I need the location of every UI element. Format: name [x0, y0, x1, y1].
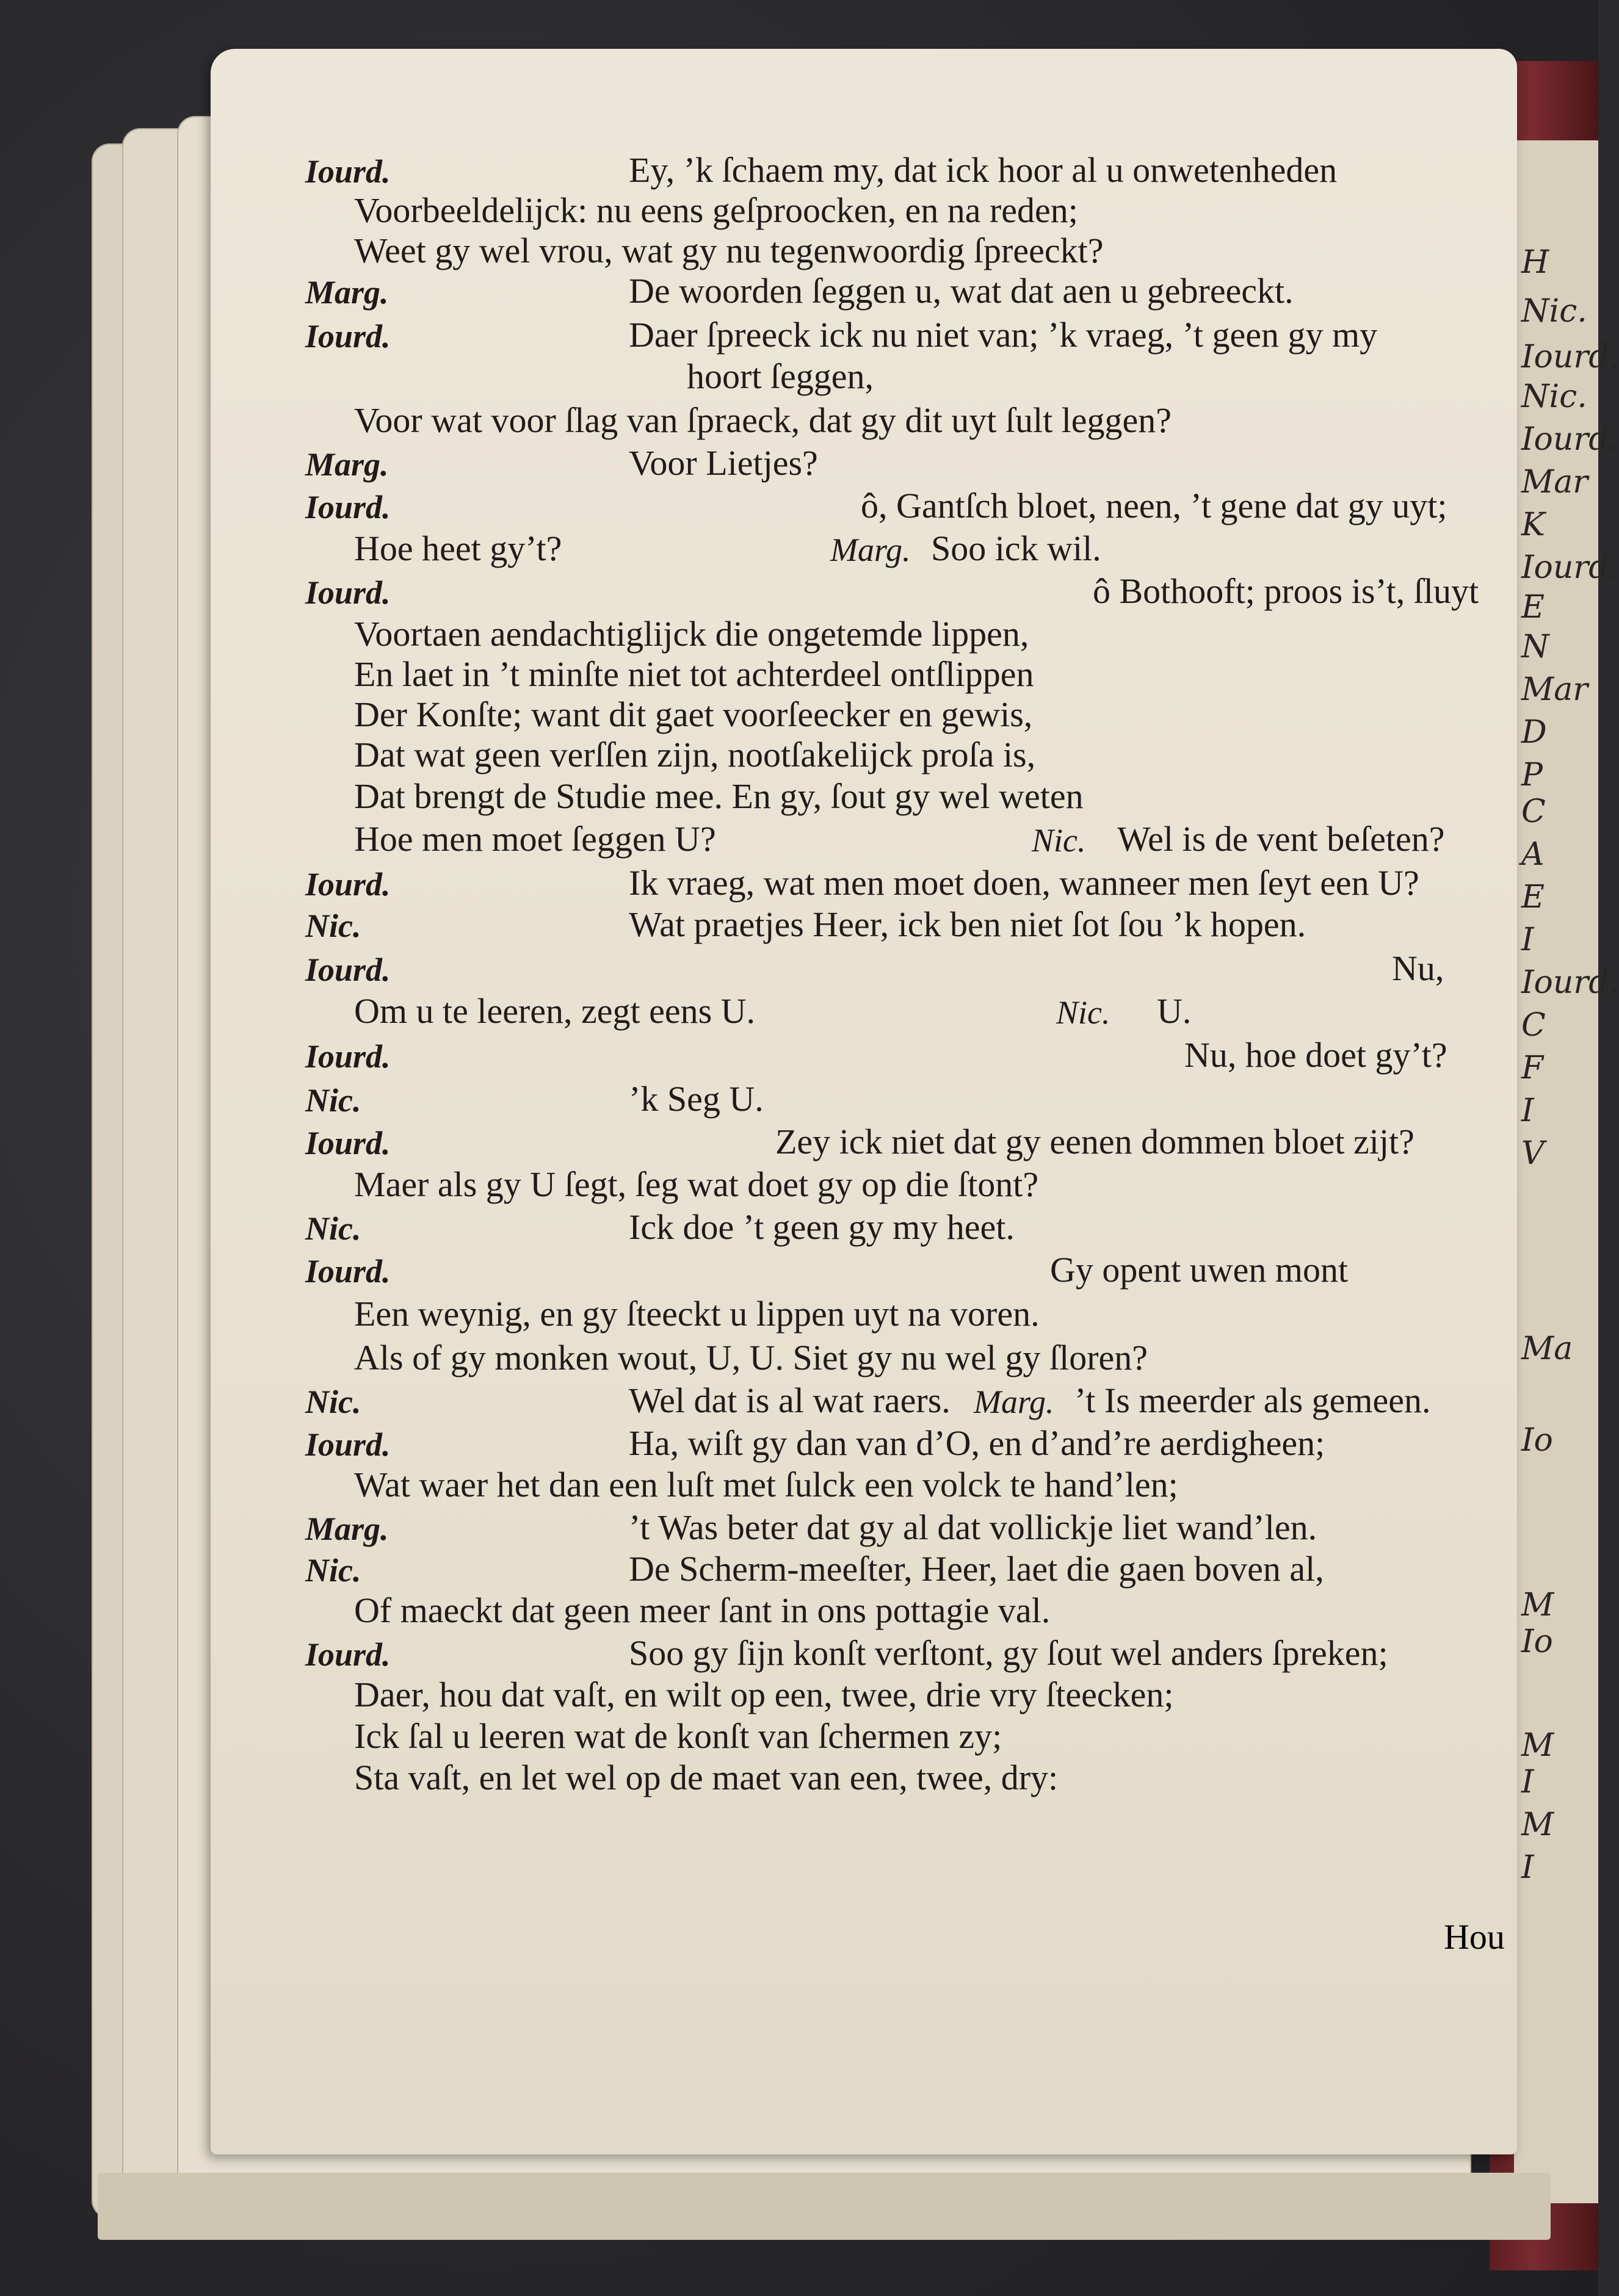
verse-line: Soo gy ſijn konſt verſtont, gy ſout wel anders ſpreken; [629, 1633, 1388, 1673]
facing-page-fragment: M [1521, 1587, 1554, 1623]
facing-page-fragment: K [1521, 507, 1545, 543]
verse-line: Voor wat voor ſlag van ſpraeck, dat gy dit uyt ſult leggen? [354, 400, 1172, 440]
verse-line: Wat praetjes Heer, ick ben niet ſot ſou ’k hopen. [629, 904, 1306, 944]
facing-page-fragment: Mar [1521, 671, 1588, 708]
speaker-label: Nic. [305, 1082, 361, 1119]
book-page [211, 49, 1517, 2154]
verse-line-part: Soo ick wil. [931, 529, 1101, 568]
verse-line: Dat brengt de Studie mee. En gy, ſout gy wel weten [354, 776, 1084, 816]
facing-page-fragment: Iourd. [1521, 549, 1619, 586]
verse-line: ’t Was beter dat gy al dat vollickje liet wand’len. [629, 1507, 1317, 1547]
speaker-label: Marg. [305, 274, 389, 311]
play-text [211, 49, 1517, 2154]
speaker-label: Iourd. [305, 489, 391, 525]
catchword: Hou [1444, 1917, 1505, 1957]
facing-page-fragment: Ma [1521, 1330, 1573, 1367]
speaker-label: Marg. [974, 1384, 1054, 1420]
speaker-label: Marg. [305, 446, 389, 483]
facing-page-fragment: I [1521, 1092, 1534, 1129]
verse-line: Of maeckt dat geen meer ſant in ons pottagie val. [354, 1590, 1051, 1630]
verse-line: Ha, wiſt gy dan van d’O, en d’and’re aerdigheen; [629, 1423, 1325, 1463]
verse-line: De Scherm-meeſter, Heer, laet die gaen boven al, [629, 1549, 1324, 1589]
speaker-label: Marg. [830, 532, 911, 568]
facing-page-fragment: N [1521, 629, 1549, 665]
verse-line: Nu, hoe doet gy’t? [1184, 1035, 1447, 1075]
facing-page-fragment: E [1521, 589, 1545, 626]
verse-line: Ik vraeg, wat men moet doen, wanneer men ſeyt een U? [629, 863, 1419, 903]
facing-page-fragment: Iourd. [1521, 421, 1619, 458]
verse-line: Ick doe ’t geen gy my heet. [629, 1207, 1015, 1247]
verse-line: Daer ſpreeck ick nu niet van; ’k vraeg, ’t geen gy my [629, 315, 1378, 355]
verse-line: Voorbeeldelijck: nu eens geſproocken, en na reden; [354, 190, 1078, 230]
speaker-label: Marg. [305, 1511, 389, 1547]
facing-page-fragment: C [1521, 1007, 1546, 1044]
speaker-label: Iourd. [305, 1038, 391, 1075]
facing-page-fragment: D [1521, 714, 1547, 751]
verse-line: Een weynig, en gy ſteeckt u lippen uyt na voren. [354, 1294, 1040, 1334]
facing-page-fragment: P [1521, 757, 1543, 793]
verse-line-part: ’t Is meerder als gemeen. [1074, 1381, 1431, 1420]
speaker-label: Nic. [305, 908, 361, 944]
facing-page-fragment: M [1521, 1727, 1554, 1764]
verse-line: Maer als gy U ſegt, ſeg wat doet gy op die ſtont? [354, 1164, 1039, 1204]
facing-page-fragment: M [1521, 1807, 1554, 1843]
facing-page-fragment: I [1521, 1849, 1534, 1886]
facing-page-fragment: Io [1521, 1623, 1553, 1660]
verse-line: Als of gy monken wout, U, U. Siet gy nu wel gy ſloren? [354, 1338, 1148, 1377]
facing-page-fragment: Nic. [1521, 293, 1587, 330]
verse-line: Ey, ’k ſchaem my, dat ick hoor al u onwetenheden [629, 150, 1338, 190]
verse-line: Gy opent uwen mont [1050, 1250, 1349, 1290]
verse-line: Zey ick niet dat gy eenen dommen bloet zijt? [775, 1122, 1414, 1161]
verse-line: Der Konſte; want dit gaet voorſeecker en gewis, [354, 695, 1033, 734]
verse-line: Weet gy wel vrou, wat gy nu tegenwoordig ſpreeckt? [354, 231, 1104, 270]
verse-line: De woorden ſeggen u, wat dat aen u gebreeckt. [629, 271, 1294, 311]
facing-page-fragment: Io [1521, 1422, 1553, 1459]
speaker-label: Iourd. [305, 951, 391, 988]
verse-line: Om u te leeren, zegt eens U. [354, 991, 756, 1031]
speaker-label: Nic. [305, 1384, 361, 1420]
speaker-label: Iourd. [305, 1636, 391, 1673]
verse-line: Wat waer het dan een luſt met ſulck een volck te hand’len; [354, 1465, 1178, 1504]
speaker-label: Iourd. [305, 574, 391, 611]
facing-page-fragment: Iourd. [1521, 964, 1619, 1001]
facing-page-edge [1514, 140, 1619, 2203]
facing-page-fragment: Nic. [1521, 378, 1587, 415]
facing-page-fragment: H [1521, 244, 1549, 281]
speaker-label: Nic. [1056, 994, 1110, 1031]
verse-line: Daer, hou dat vaſt, en wilt op een, twee, drie vry ſteecken; [354, 1675, 1174, 1714]
verse-line: ’k Seg U. [629, 1079, 764, 1119]
verse-line: ô, Gantſch bloet, neen, ’t gene dat gy uyt; [861, 486, 1447, 525]
speaker-label: Nic. [305, 1552, 361, 1589]
page-bottom-edge [98, 2173, 1551, 2240]
facing-page-fragment: E [1521, 879, 1545, 915]
verse-line-part: Wel is de vent beſeten? [1117, 819, 1445, 859]
speaker-label: Iourd. [305, 1253, 391, 1290]
verse-line: Hoe men moet ſeggen U? [354, 819, 716, 859]
speaker-label: Iourd. [305, 153, 391, 190]
facing-page-fragment: I [1521, 922, 1534, 958]
verse-line: Wel dat is al wat raers. [629, 1381, 951, 1420]
verse-line: Sta vaſt, en let wel op de maet van een, twee, dry: [354, 1758, 1059, 1797]
facing-page-fragment: A [1521, 836, 1545, 873]
verse-line: Voor Lietjes? [629, 443, 818, 483]
verse-line: En laet in ’t minſte niet tot achterdeel ontſlippen [354, 654, 1034, 694]
verse-line-part: U. [1157, 991, 1192, 1031]
facing-page-fragment: F [1521, 1050, 1544, 1086]
facing-page-fragment: C [1521, 793, 1546, 830]
verse-line: Ick ſal u leeren wat de konſt van ſchermen zy; [354, 1716, 1002, 1756]
verse-line: Voortaen aendachtiglijck die ongetemde lippen, [354, 614, 1029, 654]
speaker-label: Iourd. [305, 1125, 391, 1161]
facing-page-fragment: V [1521, 1135, 1545, 1172]
verse-line: hoort ſeggen, [687, 356, 874, 396]
speaker-label: Nic. [1032, 822, 1086, 859]
speaker-label: Iourd. [305, 1426, 391, 1463]
verse-line: Dat wat geen verſſen zijn, nootſakelijck proſa is, [354, 735, 1036, 774]
facing-page-fragment: I [1521, 1764, 1534, 1800]
speaker-label: Iourd. [305, 866, 391, 903]
verse-line: ô Bothooft; proos is’t, ſluyt [1093, 571, 1479, 611]
facing-page-fragment: Iourd. [1521, 339, 1619, 375]
verse-line: Hoe heet gy’t? [354, 529, 562, 568]
speaker-label: Iourd. [305, 318, 391, 355]
facing-page-fragment: Mar [1521, 464, 1588, 500]
speaker-label: Nic. [305, 1210, 361, 1247]
verse-line: Nu, [1392, 948, 1444, 988]
